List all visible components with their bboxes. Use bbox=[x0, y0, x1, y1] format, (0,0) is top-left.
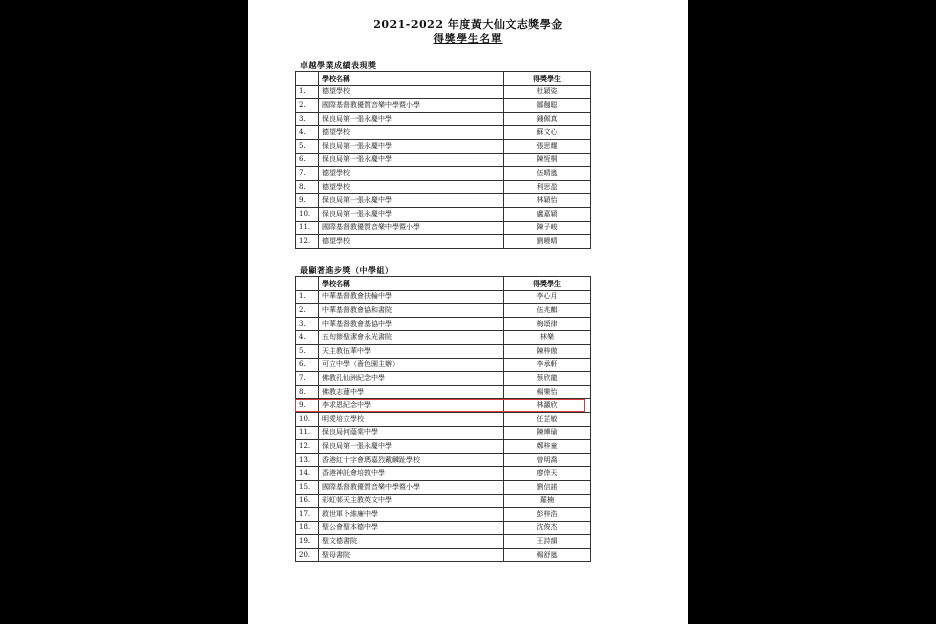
table-row bbox=[296, 331, 591, 345]
student-name: 伍晴嵐 bbox=[504, 167, 591, 181]
header-student: 得獎學生 bbox=[504, 72, 591, 86]
student-name: 劉曉晴 bbox=[504, 235, 591, 249]
table-row bbox=[296, 304, 591, 318]
student-name: 蘇文心 bbox=[504, 126, 591, 140]
student-name: 梅頌律 bbox=[504, 317, 591, 331]
header-student: 得獎學生 bbox=[504, 277, 591, 291]
table-row bbox=[296, 290, 591, 304]
student-name: 鍾佩真 bbox=[504, 112, 591, 126]
table-row bbox=[296, 221, 591, 235]
school-name: 佛教志蓮中學 bbox=[319, 385, 504, 399]
row-number: 4. bbox=[296, 331, 319, 345]
highlight-box bbox=[295, 399, 585, 412]
student-name: 林穎怡 bbox=[504, 194, 591, 208]
school-name: 聖母書院 bbox=[319, 548, 504, 562]
table-row bbox=[296, 167, 591, 181]
school-name: 香港紅十字會瑪嘉烈戴麟趾學校 bbox=[319, 453, 504, 467]
row-number: 19. bbox=[296, 535, 319, 549]
school-name: 李求恩紀念中學 bbox=[319, 399, 504, 413]
table-row bbox=[296, 139, 591, 153]
student-name: 王詩韻 bbox=[504, 535, 591, 549]
school-name: 中華基督教會基協中學 bbox=[319, 317, 504, 331]
student-name: 廖倖天 bbox=[504, 467, 591, 481]
header-school: 學校名稱 bbox=[319, 72, 504, 86]
student-name: 李心月 bbox=[504, 290, 591, 304]
row-number: 2. bbox=[296, 99, 319, 113]
row-number: 8. bbox=[296, 385, 319, 399]
header-school: 學校名稱 bbox=[319, 277, 504, 291]
school-name: 保良局第一張永慶中學 bbox=[319, 139, 504, 153]
row-number: 2. bbox=[296, 304, 319, 318]
school-name: 保良局第一張永慶中學 bbox=[319, 153, 504, 167]
table-header-row bbox=[296, 72, 591, 86]
table-row bbox=[296, 344, 591, 358]
document-subtitle bbox=[248, 31, 688, 46]
row-number: 6. bbox=[296, 358, 319, 372]
school-name: 保良局第一張永慶中學 bbox=[319, 440, 504, 454]
table-row bbox=[296, 372, 591, 386]
row-number: 14. bbox=[296, 467, 319, 481]
section-heading-academic: 卓越學業成績表現獎 bbox=[300, 60, 377, 70]
document-subtitle-text: 得獎學生名單 bbox=[433, 33, 503, 45]
table-row bbox=[296, 112, 591, 126]
table-row bbox=[296, 317, 591, 331]
student-name: 彭梓浩 bbox=[504, 508, 591, 522]
student-name: 楊舒嵐 bbox=[504, 548, 591, 562]
row-number: 3. bbox=[296, 112, 319, 126]
table-row bbox=[296, 480, 591, 494]
row-number: 1. bbox=[296, 290, 319, 304]
student-name: 林灝欣 bbox=[504, 399, 591, 413]
row-number: 1. bbox=[296, 85, 319, 99]
student-name: 李承軒 bbox=[504, 358, 591, 372]
progress-award-table bbox=[295, 276, 591, 562]
student-name: 林樂 bbox=[504, 331, 591, 345]
row-number: 9. bbox=[296, 399, 319, 413]
school-name: 德望學校 bbox=[319, 235, 504, 249]
school-name: 保良局第一張永慶中學 bbox=[319, 112, 504, 126]
student-name: 張思耀 bbox=[504, 139, 591, 153]
table-row bbox=[296, 194, 591, 208]
school-name: 可立中學（嗇色園主辦） bbox=[319, 358, 504, 372]
header-number bbox=[296, 72, 319, 86]
school-name: 德望學校 bbox=[319, 85, 504, 99]
student-name: 蔡欣龍 bbox=[504, 372, 591, 386]
document-page bbox=[248, 0, 688, 624]
table-header-row bbox=[296, 277, 591, 291]
table-row bbox=[296, 153, 591, 167]
row-number: 10. bbox=[296, 412, 319, 426]
student-name: 陳梓傲 bbox=[504, 344, 591, 358]
table-row bbox=[296, 358, 591, 372]
table-row bbox=[296, 440, 591, 454]
school-name: 救世軍卜維廉中學 bbox=[319, 508, 504, 522]
school-name: 聖公會聖本德中學 bbox=[319, 521, 504, 535]
student-name: 任芷敏 bbox=[504, 412, 591, 426]
header-number bbox=[296, 277, 319, 291]
row-number: 7. bbox=[296, 167, 319, 181]
document-title: 2021-2022 年度黃大仙文志獎學金 bbox=[373, 18, 563, 31]
student-name: 羅楠 bbox=[504, 494, 591, 508]
school-name: 彩虹邨天主教英文中學 bbox=[319, 494, 504, 508]
school-name: 國際基督教優質音樂中學暨小學 bbox=[319, 480, 504, 494]
row-number: 5. bbox=[296, 139, 319, 153]
table-row bbox=[296, 235, 591, 249]
table-row bbox=[296, 99, 591, 113]
row-number: 10. bbox=[296, 207, 319, 221]
academic-award-table bbox=[295, 71, 591, 249]
table-row bbox=[296, 85, 591, 99]
row-number: 7. bbox=[296, 372, 319, 386]
student-name: 盧嘉穎 bbox=[504, 207, 591, 221]
school-name: 德望學校 bbox=[319, 167, 504, 181]
table-row bbox=[296, 508, 591, 522]
row-number: 15. bbox=[296, 480, 319, 494]
student-name: 陳燁瑜 bbox=[504, 426, 591, 440]
student-name: 杜穎姿 bbox=[504, 85, 591, 99]
row-number: 5. bbox=[296, 344, 319, 358]
student-name: 曾明喬 bbox=[504, 453, 591, 467]
table-row bbox=[296, 126, 591, 140]
student-name: 陳恆桐 bbox=[504, 153, 591, 167]
student-name: 鄭梓童 bbox=[504, 440, 591, 454]
row-number: 9. bbox=[296, 194, 319, 208]
student-name: 沈俊杰 bbox=[504, 521, 591, 535]
school-name: 國際基督教優質音樂中學暨小學 bbox=[319, 221, 504, 235]
table-row bbox=[296, 385, 591, 399]
row-number: 6. bbox=[296, 153, 319, 167]
student-name: 陳子峻 bbox=[504, 221, 591, 235]
table-row bbox=[296, 180, 591, 194]
school-name: 中華基督教會扶輪中學 bbox=[319, 290, 504, 304]
row-number: 8. bbox=[296, 180, 319, 194]
table-row bbox=[296, 494, 591, 508]
student-name: 劉信諾 bbox=[504, 480, 591, 494]
row-number: 16. bbox=[296, 494, 319, 508]
table-row bbox=[296, 412, 591, 426]
table-row bbox=[296, 207, 591, 221]
table-row bbox=[296, 521, 591, 535]
row-number: 17. bbox=[296, 508, 319, 522]
school-name: 保良局第一張永慶中學 bbox=[319, 194, 504, 208]
school-name: 國際基督教優質音樂中學暨小學 bbox=[319, 99, 504, 113]
school-name: 明愛培立學校 bbox=[319, 412, 504, 426]
row-number: 13. bbox=[296, 453, 319, 467]
row-number: 11. bbox=[296, 221, 319, 235]
table-row bbox=[296, 548, 591, 562]
school-name: 保良局第一張永慶中學 bbox=[319, 207, 504, 221]
school-name: 聖文德書院 bbox=[319, 535, 504, 549]
school-name: 天主教伍華中學 bbox=[319, 344, 504, 358]
school-name: 德望學校 bbox=[319, 126, 504, 140]
table-row bbox=[296, 453, 591, 467]
student-name: 利思盈 bbox=[504, 180, 591, 194]
row-number: 4. bbox=[296, 126, 319, 140]
row-number: 12. bbox=[296, 235, 319, 249]
row-number: 20. bbox=[296, 548, 319, 562]
section-heading-progress: 最顯著進步獎（中學組） bbox=[300, 265, 394, 275]
school-name: 保良局何蔭棠中學 bbox=[319, 426, 504, 440]
row-number: 18. bbox=[296, 521, 319, 535]
school-name: 中華基督教會協和書院 bbox=[319, 304, 504, 318]
student-name: 楊樂怡 bbox=[504, 385, 591, 399]
school-name: 德望學校 bbox=[319, 180, 504, 194]
student-name: 鄒翹聪 bbox=[504, 99, 591, 113]
table-row bbox=[296, 467, 591, 481]
row-number: 12. bbox=[296, 440, 319, 454]
school-name: 香港神託會培敦中學 bbox=[319, 467, 504, 481]
table-row bbox=[296, 426, 591, 440]
row-number: 3. bbox=[296, 317, 319, 331]
table-row bbox=[296, 535, 591, 549]
row-number: 11. bbox=[296, 426, 319, 440]
school-name: 五旬節聖潔會永光書院 bbox=[319, 331, 504, 345]
student-name: 伍兆麒 bbox=[504, 304, 591, 318]
school-name: 佛教孔仙洲紀念中學 bbox=[319, 372, 504, 386]
